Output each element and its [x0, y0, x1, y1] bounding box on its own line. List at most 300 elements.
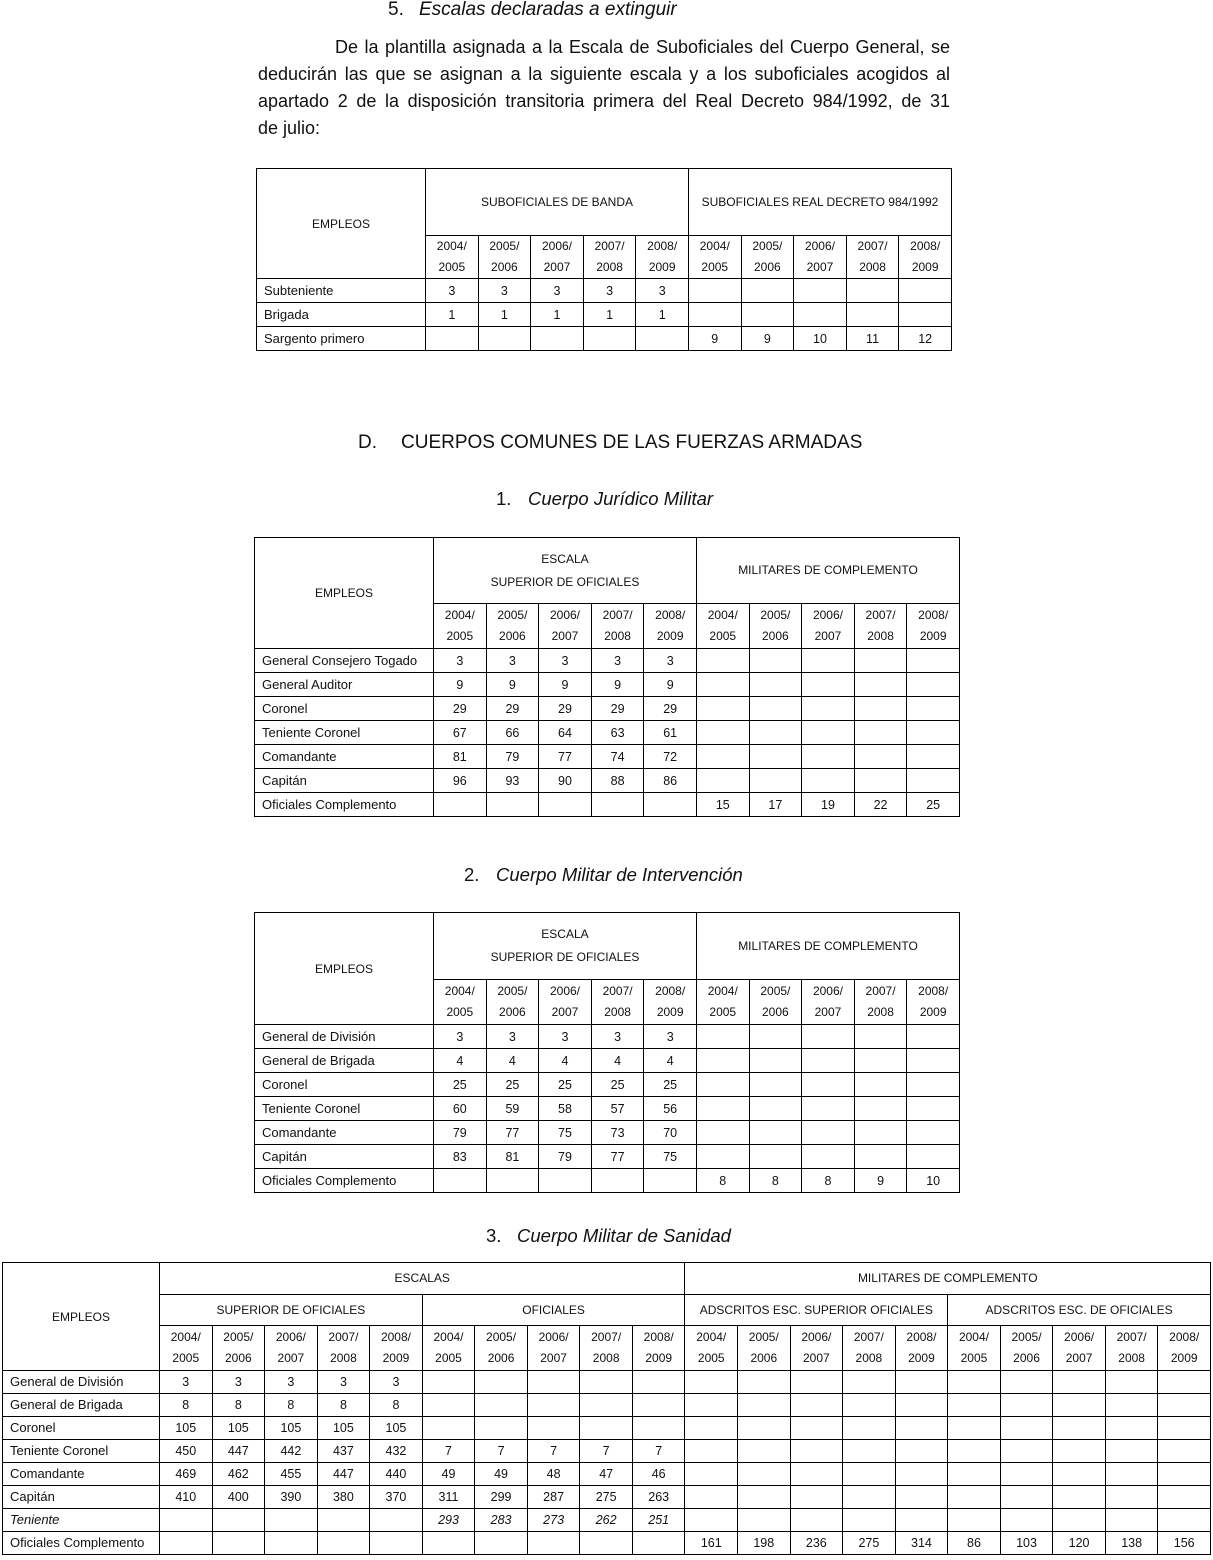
value-cell — [1105, 1417, 1158, 1440]
value-cell: 77 — [539, 745, 592, 769]
year-start: 2008/ — [380, 1330, 411, 1344]
year-header — [422, 1326, 475, 1371]
value-cell: 9 — [854, 1169, 907, 1193]
value-cell: 3 — [426, 279, 479, 303]
value-cell: 455 — [265, 1463, 318, 1486]
group-header — [434, 538, 697, 604]
value-cell: 447 — [317, 1463, 370, 1486]
row-label: General de División — [3, 1371, 160, 1394]
row-label: Teniente Coronel — [255, 721, 434, 745]
value-cell: 314 — [895, 1532, 948, 1555]
value-cell: 299 — [475, 1486, 528, 1509]
value-cell — [685, 1394, 738, 1417]
section-letter: D. — [358, 432, 377, 453]
year-header — [854, 604, 907, 649]
value-cell: 57 — [591, 1097, 644, 1121]
year-start: 2007/ — [602, 984, 633, 998]
value-cell — [907, 745, 960, 769]
table-row — [255, 1121, 960, 1145]
value-cell: 9 — [741, 327, 794, 351]
row-label: Comandante — [255, 1121, 434, 1145]
year-end: 2005 — [438, 260, 466, 274]
year-start: 2007/ — [865, 984, 896, 998]
header-row — [3, 1263, 1211, 1295]
value-cell: 8 — [317, 1394, 370, 1417]
year-header — [802, 604, 855, 649]
year-header — [531, 236, 584, 279]
value-cell: 25 — [907, 793, 960, 817]
value-cell: 8 — [265, 1394, 318, 1417]
year-header — [583, 236, 636, 279]
value-cell — [948, 1509, 1001, 1532]
table-row — [3, 1463, 1211, 1486]
value-cell — [1053, 1509, 1106, 1532]
year-header — [1053, 1326, 1106, 1371]
value-cell — [854, 1025, 907, 1049]
header-row — [255, 538, 960, 604]
year-start: 2008/ — [906, 1330, 937, 1344]
subgroup-header — [685, 1295, 948, 1326]
empleos-label: EMPLEOS — [314, 586, 374, 600]
year-end: 2009 — [656, 1005, 684, 1019]
value-cell — [1053, 1417, 1106, 1440]
year-start: 2005/ — [752, 239, 783, 253]
value-cell — [591, 1169, 644, 1193]
value-cell — [1000, 1509, 1053, 1532]
year-header — [591, 980, 644, 1025]
subsection-heading-intervencion — [464, 865, 743, 885]
value-cell — [696, 1097, 749, 1121]
value-cell — [907, 697, 960, 721]
year-start: 2006/ — [538, 1330, 569, 1344]
value-cell — [802, 1145, 855, 1169]
value-cell: 1 — [478, 303, 531, 327]
value-cell — [738, 1417, 791, 1440]
value-cell: 283 — [475, 1509, 528, 1532]
subgroup-header-line: ADSCRITOS ESC. DE OFICIALES — [985, 1302, 1173, 1317]
table-row — [3, 1509, 1211, 1532]
group-header-line: MILITARES DE COMPLEMENTO — [857, 1271, 1038, 1285]
value-cell: 432 — [370, 1440, 423, 1463]
value-cell — [802, 1073, 855, 1097]
row-label: General Consejero Togado — [255, 649, 434, 673]
value-cell — [531, 327, 584, 351]
value-cell — [475, 1371, 528, 1394]
value-cell: 79 — [434, 1121, 487, 1145]
value-cell — [749, 697, 802, 721]
year-end: 2008 — [1118, 1351, 1145, 1365]
year-end: 2006 — [224, 1351, 252, 1365]
value-cell: 25 — [434, 1073, 487, 1097]
year-end: 2009 — [656, 629, 684, 643]
subsection-number: 1. — [496, 488, 512, 509]
value-cell: 3 — [317, 1371, 370, 1394]
year-end: 2005 — [960, 1351, 988, 1365]
subsection-title: Cuerpo Jurídico Militar — [528, 488, 714, 509]
year-header — [644, 980, 697, 1025]
value-cell — [644, 1169, 697, 1193]
value-cell — [843, 1394, 896, 1417]
value-cell — [1105, 1371, 1158, 1394]
value-cell: 3 — [370, 1371, 423, 1394]
year-end: 2007 — [806, 260, 834, 274]
year-start: 2004/ — [696, 1330, 727, 1344]
value-cell — [1158, 1509, 1211, 1532]
year-header — [948, 1326, 1001, 1371]
value-cell — [907, 1049, 960, 1073]
year-end: 2007 — [540, 1351, 567, 1365]
year-start: 2004/ — [433, 1330, 464, 1344]
value-cell: 64 — [539, 721, 592, 745]
value-cell: 56 — [644, 1097, 697, 1121]
value-cell: 9 — [539, 673, 592, 697]
value-cell — [685, 1440, 738, 1463]
year-start: 2008/ — [643, 1330, 674, 1344]
year-header — [644, 604, 697, 649]
header-row — [257, 169, 952, 236]
value-cell: 49 — [422, 1463, 475, 1486]
value-cell: 25 — [644, 1073, 697, 1097]
value-cell — [741, 303, 794, 327]
value-cell — [696, 769, 749, 793]
value-cell — [212, 1532, 265, 1555]
value-cell — [854, 769, 907, 793]
value-cell — [539, 793, 592, 817]
row-label: General de Brigada — [3, 1394, 160, 1417]
row-label: General de División — [255, 1025, 434, 1049]
value-cell: 275 — [580, 1486, 633, 1509]
year-start: 2006/ — [804, 239, 835, 253]
subgroup-header-line: SUPERIOR DE OFICIALES — [216, 1302, 366, 1317]
value-cell: 442 — [265, 1440, 318, 1463]
value-cell — [1000, 1440, 1053, 1463]
value-cell: 22 — [854, 793, 907, 817]
value-cell — [696, 649, 749, 673]
value-cell — [475, 1417, 528, 1440]
value-cell — [802, 673, 855, 697]
value-cell: 161 — [685, 1532, 738, 1555]
value-cell — [527, 1417, 580, 1440]
value-cell: 156 — [1158, 1532, 1211, 1555]
section-title: CUERPOS COMUNES DE LAS FUERZAS ARMADAS — [401, 432, 863, 453]
year-start: 2005/ — [748, 1330, 779, 1344]
value-cell — [790, 1417, 843, 1440]
value-cell — [843, 1486, 896, 1509]
value-cell: 3 — [434, 1025, 487, 1049]
row-label: Capitán — [3, 1486, 160, 1509]
value-cell — [794, 303, 847, 327]
value-cell — [1158, 1463, 1211, 1486]
year-start: 2006/ — [812, 608, 843, 622]
year-start: 2008/ — [910, 239, 941, 253]
value-cell — [749, 673, 802, 697]
value-cell: 7 — [475, 1440, 528, 1463]
year-start: 2008/ — [647, 239, 678, 253]
value-cell — [696, 1145, 749, 1169]
year-end: 2008 — [604, 629, 631, 643]
year-start: 2008/ — [655, 608, 686, 622]
value-cell — [802, 649, 855, 673]
table-row — [3, 1532, 1211, 1555]
year-start: 2007/ — [328, 1330, 359, 1344]
empleos-header — [3, 1263, 160, 1371]
value-cell: 73 — [591, 1121, 644, 1145]
value-cell: 3 — [644, 649, 697, 673]
subsection-title: Cuerpo Militar de Intervención — [496, 864, 743, 885]
value-cell: 8 — [802, 1169, 855, 1193]
value-cell — [1158, 1486, 1211, 1509]
value-cell — [475, 1532, 528, 1555]
value-cell — [632, 1394, 685, 1417]
year-end: 2008 — [330, 1351, 357, 1365]
value-cell: 9 — [591, 673, 644, 697]
row-label: Coronel — [255, 1073, 434, 1097]
value-cell: 12 — [899, 327, 952, 351]
value-cell: 410 — [160, 1486, 213, 1509]
value-cell — [854, 1097, 907, 1121]
value-cell — [907, 1121, 960, 1145]
year-row — [3, 1326, 1211, 1371]
value-cell — [632, 1417, 685, 1440]
table-intervencion — [254, 912, 960, 1193]
value-cell: 3 — [212, 1371, 265, 1394]
value-cell — [907, 1073, 960, 1097]
year-end: 2008 — [592, 1351, 620, 1365]
year-end: 2005 — [697, 1351, 725, 1365]
value-cell: 29 — [486, 697, 539, 721]
value-cell: 29 — [434, 697, 487, 721]
year-header — [696, 980, 749, 1025]
value-cell: 105 — [160, 1417, 213, 1440]
value-cell: 86 — [644, 769, 697, 793]
value-cell — [580, 1417, 633, 1440]
paragraph-line: apartado 2 de la disposición transitoria primera del Real Decreto 984/1992, de 31 — [258, 91, 950, 111]
value-cell: 447 — [212, 1440, 265, 1463]
value-cell — [907, 649, 960, 673]
value-cell — [434, 793, 487, 817]
value-cell — [749, 1049, 802, 1073]
value-cell: 58 — [539, 1097, 592, 1121]
year-start: 2004/ — [436, 239, 467, 253]
value-cell: 3 — [486, 1025, 539, 1049]
value-cell: 3 — [531, 279, 584, 303]
empleos-header — [257, 169, 426, 279]
value-cell — [422, 1394, 475, 1417]
value-cell — [422, 1532, 475, 1555]
value-cell: 96 — [434, 769, 487, 793]
year-end: 2007 — [802, 1351, 830, 1365]
year-start: 2007/ — [594, 239, 625, 253]
section-heading-escalas-a-extinguir — [388, 0, 677, 20]
value-cell — [802, 1121, 855, 1145]
value-cell: 8 — [370, 1394, 423, 1417]
group-header — [160, 1263, 685, 1295]
value-cell: 70 — [644, 1121, 697, 1145]
value-cell — [854, 1121, 907, 1145]
year-start: 2005/ — [760, 608, 791, 622]
empleos-label: EMPLEOS — [51, 1309, 111, 1324]
year-start: 2008/ — [655, 984, 686, 998]
year-end: 2006 — [754, 260, 781, 274]
value-cell — [434, 1169, 487, 1193]
value-cell: 293 — [422, 1509, 475, 1532]
section-heading-cuerpos-comunes — [358, 433, 862, 453]
value-cell: 3 — [478, 279, 531, 303]
row-label: Capitán — [255, 1145, 434, 1169]
value-cell: 390 — [265, 1486, 318, 1509]
year-header — [212, 1326, 265, 1371]
value-cell — [749, 1025, 802, 1049]
year-start: 2005/ — [223, 1330, 254, 1344]
value-cell — [527, 1532, 580, 1555]
year-start: 2008/ — [918, 984, 949, 998]
year-end: 2009 — [908, 1351, 935, 1365]
year-start: 2007/ — [853, 1330, 884, 1344]
value-cell — [1053, 1371, 1106, 1394]
year-header — [1158, 1326, 1211, 1371]
value-cell — [749, 769, 802, 793]
year-end: 2008 — [855, 1351, 883, 1365]
value-cell: 10 — [907, 1169, 960, 1193]
value-cell — [486, 793, 539, 817]
row-label: General de Brigada — [255, 1049, 434, 1073]
value-cell: 79 — [539, 1145, 592, 1169]
table-row — [255, 1145, 960, 1169]
value-cell — [1000, 1486, 1053, 1509]
value-cell — [948, 1394, 1001, 1417]
year-start: 2006/ — [1064, 1330, 1095, 1344]
value-cell — [696, 673, 749, 697]
value-cell — [843, 1371, 896, 1394]
row-label: Sargento primero — [257, 327, 426, 351]
value-cell — [899, 303, 952, 327]
value-cell: 7 — [422, 1440, 475, 1463]
year-end: 2006 — [491, 260, 518, 274]
value-cell — [899, 279, 952, 303]
value-cell: 3 — [636, 279, 689, 303]
value-cell — [1053, 1486, 1106, 1509]
value-cell — [738, 1371, 791, 1394]
year-end: 2006 — [499, 629, 526, 643]
value-cell — [1053, 1440, 1106, 1463]
value-cell — [907, 1145, 960, 1169]
row-label: Teniente Coronel — [255, 1097, 434, 1121]
value-cell — [907, 769, 960, 793]
year-header — [1000, 1326, 1053, 1371]
year-header — [486, 604, 539, 649]
value-cell: 9 — [644, 673, 697, 697]
value-cell: 48 — [527, 1463, 580, 1486]
value-cell: 4 — [591, 1049, 644, 1073]
value-cell: 60 — [434, 1097, 487, 1121]
table-escalas-a-extinguir — [256, 168, 952, 351]
value-cell: 10 — [794, 327, 847, 351]
header-row — [255, 913, 960, 980]
value-cell — [696, 1025, 749, 1049]
value-cell — [790, 1440, 843, 1463]
row-label: Teniente — [3, 1509, 160, 1532]
value-cell: 72 — [644, 745, 697, 769]
value-cell: 370 — [370, 1486, 423, 1509]
year-end: 2006 — [762, 629, 789, 643]
value-cell: 7 — [632, 1440, 685, 1463]
value-cell: 46 — [632, 1463, 685, 1486]
year-end: 2008 — [604, 1005, 631, 1019]
value-cell — [749, 1073, 802, 1097]
year-start: 2007/ — [602, 608, 633, 622]
year-end: 2009 — [382, 1351, 410, 1365]
value-cell — [854, 673, 907, 697]
year-header — [749, 980, 802, 1025]
year-end: 2005 — [446, 1005, 474, 1019]
row-label: Brigada — [257, 303, 426, 327]
year-header — [434, 980, 487, 1025]
value-cell — [790, 1509, 843, 1532]
value-cell: 3 — [591, 1025, 644, 1049]
value-cell — [843, 1463, 896, 1486]
year-end: 2007 — [814, 1005, 842, 1019]
table-row — [255, 649, 960, 673]
empleos-header — [255, 538, 434, 649]
year-header — [539, 604, 592, 649]
value-cell — [895, 1417, 948, 1440]
value-cell: 93 — [486, 769, 539, 793]
value-cell: 77 — [486, 1121, 539, 1145]
value-cell: 105 — [212, 1417, 265, 1440]
value-cell — [749, 1097, 802, 1121]
value-cell: 275 — [843, 1532, 896, 1555]
row-label: Capitán — [255, 769, 434, 793]
year-end: 2007 — [814, 629, 842, 643]
year-start: 2006/ — [812, 984, 843, 998]
year-end: 2008 — [867, 1005, 894, 1019]
group-header-line: ESCALAS — [394, 1271, 450, 1285]
value-cell: 7 — [527, 1440, 580, 1463]
year-end: 2009 — [911, 260, 939, 274]
table-row — [257, 327, 952, 351]
year-end: 2009 — [648, 260, 676, 274]
empleos-label: EMPLEOS — [314, 961, 374, 976]
group-header-line: MILITARES DE COMPLEMENTO — [738, 938, 918, 953]
year-end: 2006 — [487, 1351, 515, 1365]
value-cell — [636, 327, 689, 351]
value-cell: 3 — [265, 1371, 318, 1394]
value-cell: 9 — [486, 673, 539, 697]
table-row — [3, 1371, 1211, 1394]
group-header-line: SUBOFICIALES REAL DECRETO 984/1992 — [701, 194, 939, 209]
value-cell: 81 — [486, 1145, 539, 1169]
year-start: 2005/ — [760, 984, 791, 998]
value-cell — [895, 1440, 948, 1463]
value-cell — [370, 1532, 423, 1555]
value-cell: 4 — [434, 1049, 487, 1073]
value-cell: 287 — [527, 1486, 580, 1509]
value-cell — [846, 279, 899, 303]
year-header — [794, 236, 847, 279]
year-start: 2004/ — [444, 608, 475, 622]
value-cell: 74 — [591, 745, 644, 769]
table-row — [3, 1394, 1211, 1417]
year-start: 2005/ — [486, 1330, 517, 1344]
header-row — [3, 1295, 1211, 1326]
year-end: 2006 — [499, 1005, 526, 1019]
value-cell: 8 — [749, 1169, 802, 1193]
group-header-line: ESCALA — [541, 927, 589, 941]
year-start: 2006/ — [275, 1330, 306, 1344]
value-cell — [790, 1394, 843, 1417]
year-start: 2008/ — [918, 608, 949, 622]
paragraph-line: de julio: — [258, 118, 321, 138]
